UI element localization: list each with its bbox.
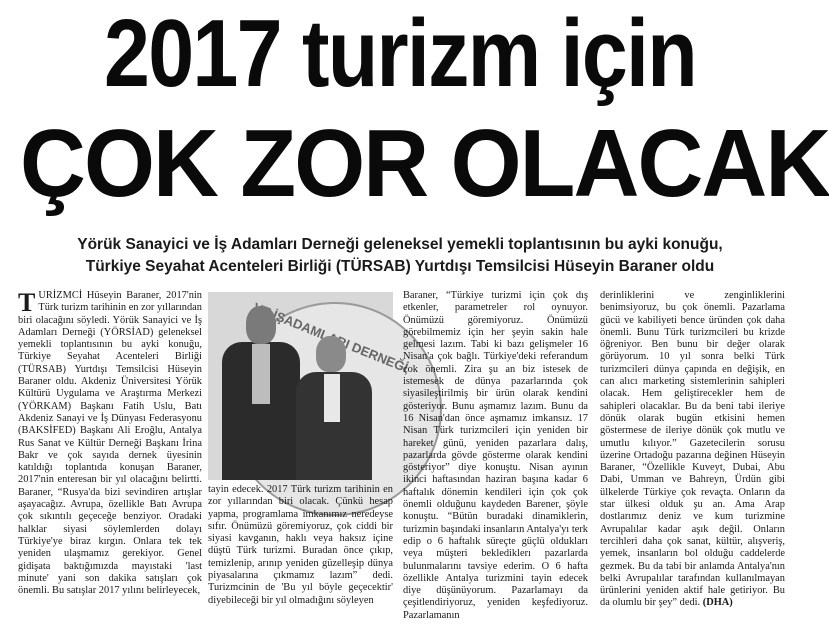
article-photo — [208, 292, 411, 480]
subheadline — [0, 234, 800, 278]
subheadline-line-1: Yörük Sanayici ve İş Adamları Derneği geleneksel yemekli toplantısının bu ayki konuğu, — [77, 236, 723, 253]
person-left-shirt — [252, 344, 270, 404]
article-column-3 — [403, 290, 588, 622]
headline-line-2: ÇOK ZOR OLACAK — [20, 110, 829, 217]
headline-line-1: 2017 turizm için — [104, 0, 696, 107]
column-4-text: derinliklerini ve zenginliklerini benimsiyoruz, bu çok önemli. Pazarlama gücü ve kabiliyeti bence üründen çok daha önemli. Bunu Türk turizmcileri bu krizde öğreniyor. Ben bunu bir değer olarak görüyorum. 10 yıl sonra belki Türk turizmcileri dünya çapında en değişik, en can alıcı marketing sistemlerinin sahipleri olacak. Hem geliştirecekler hem de sahipleri olacaklar. Bu da beni tabi ileriye dönük olarak bugün etkisini hemen göstermese de ileriye dönük çok mutlu ve umutlu kılıyor.” Gazetecilerin sorusu üzerine Ortadoğu pazarına değinen Hüseyin Baraner, “Özellikle Kuveyt, Dubai, Abu Dabi, Umman ve Bahreyn, Ürdün gibi ülkelerde Türkiye çok revaçta. Onların da star ülkesi olduk şu an. Ama Arap dostlarımız deniz ve kum turizmine Avrupalılar kadar aşık değil. Onların tercihleri daha çok sanat, kültür, alışveriş, yemek, insanların bol olduğu caddelerde gezmek. Bu da tabi bir anlamda Antalya'nın belki Avrupalılar tarafından kullanılmayan ürünlerini yeniden aktif hale getiriyor. Bu da olumlu bir şey” dedi. — [600, 290, 785, 609]
sign-lettering: İŞADAMLARI DERNEĞİ — [270, 307, 411, 376]
person-left-head — [246, 306, 276, 344]
subheadline-line-2: Türkiye Seyahat Acenteleri Birliği (TÜRSAB) Yurtdışı Temsilcisi Hüseyin Baraner oldu — [85, 258, 715, 275]
article-column-1 — [18, 290, 202, 597]
column-3-text: Baraner, “Türkiye turizmi için çok dış etkenler, parametreler rol oynuyor. Önümüzü göremiyoruz. Önümüzü görebilmemiz için her şeyin sakin hale gelmesi lazım. Tabi ki bazı gelişmeler 16 Nisan'a çok bağlı. Türkiye'deki referandum çok önemli. Zira şu an biz istesek de istemesek de dünya pazarlarında çok siyasileştirilmiş bir ürün olarak kendini gösteriyor. Bunu aşmamız lazım. Bunu da 16 Nisan'dan önce aşmamız imkansız. 17 Nisan Türk turizmcileri için yeniden bir hareket günü, yeniden pazarlara dalış, pazarlarda gövde gösterme olarak kendini gösteriyor” diye konuştu. Nisan ayının ikinci haftasından haziran başına kadar 6 haftalık dönemin kendileri için çok çok önemli olduğunu kaydeden Barener, şöyle konuştu. “Bütün buradaki dinamiklerin, turizmin başındaki insanların Antalya'yı terk edip o 6 haftalık süreçte güçlü oldukları veya müşteri beklediklerı pazarlarda bulunmalarını tavsiye ederim. O 6 hafta özellikle Antalya turizmini tayin edecek diye düşünüyorum. Pazarlamayı da çeşitlendiriyoruz, yeniden keşfediyoruz. Pazarlamanın — [403, 290, 588, 621]
column-1-text: URİZMCİ Hüseyin Baraner, 2017'nin Türk turizm tarihinin en zor yıllarından biri olacağını söyledi. Yörük Sanayici ve İş Adamları Derneği (YÖRSİAD) geleneksel yemekli toplantısının bu ayki konuğu, Türkiye Seyahat Acenteleri Birliği (TÜRSAB) Yurtdışı Temsilcisi Hüseyin Baraner oldu. Akdeniz Üniversitesi Yörük Kültürü Uygulama ve Araştırma Merkezi (YÖRKAM) Başkanı Fatih Uslu, Batı Akdeniz Sanayi ve İş Dünyası Federasyonu (BAKSİFED) Başkanı Ali Eroğlu, Antalya Rus Sanat ve Kültür Derneği Başkanı İrina Bakr ve çok sayıda dernek üyesinin katıldığı toplantıda konuşan Baraner, 2017'nin enteresan bir yıl olacağını belirtti. Baraner, “Rusya'da bizi sevindiren artışlar aşayacağız. Avrupa, özellikle Batı Avrupa çok sıkıntılı geçeceğe benziyor. Oradaki halklar siyasi söylemlerden dolayı Türkiye'ye biraz kırgın. Onlara tek tek yeniden ulaşmamız gerekiyor. Genel gidişata baktığımızda mayıstaki 'last minute' yani son dakika satışları çok önemli. Bu satışlar 2017 yılını belirleyecek, — [18, 290, 202, 597]
column-2-text: tayin edecek. 2017 Türk turizm tarihinin en zor yıllarından biri olacak. Çünkü hesap yapma, programlama imkanımız neredeyse sıfır. Önümüzü göremiyoruz, çok ciddi bir siyasi kavganın, haklı veya haksız içine düştü Türk turizmi. Buradan önce çıkıp, temizlenip, arınıp yeniden güzelleşip dünya piyasalarına çıkmamız lazım” dedi. Turizmcinin de 'Bu yıl böyle geçecektir' diyebileceği bir yıl olmadığını söyleyen — [208, 484, 393, 606]
person-right-shirt — [324, 374, 340, 422]
news-agency-credit: (DHA) — [702, 597, 733, 609]
article-column-4 — [600, 290, 785, 610]
person-right-head — [316, 336, 346, 372]
drop-cap: T — [18, 288, 36, 317]
article-column-2 — [208, 484, 393, 607]
